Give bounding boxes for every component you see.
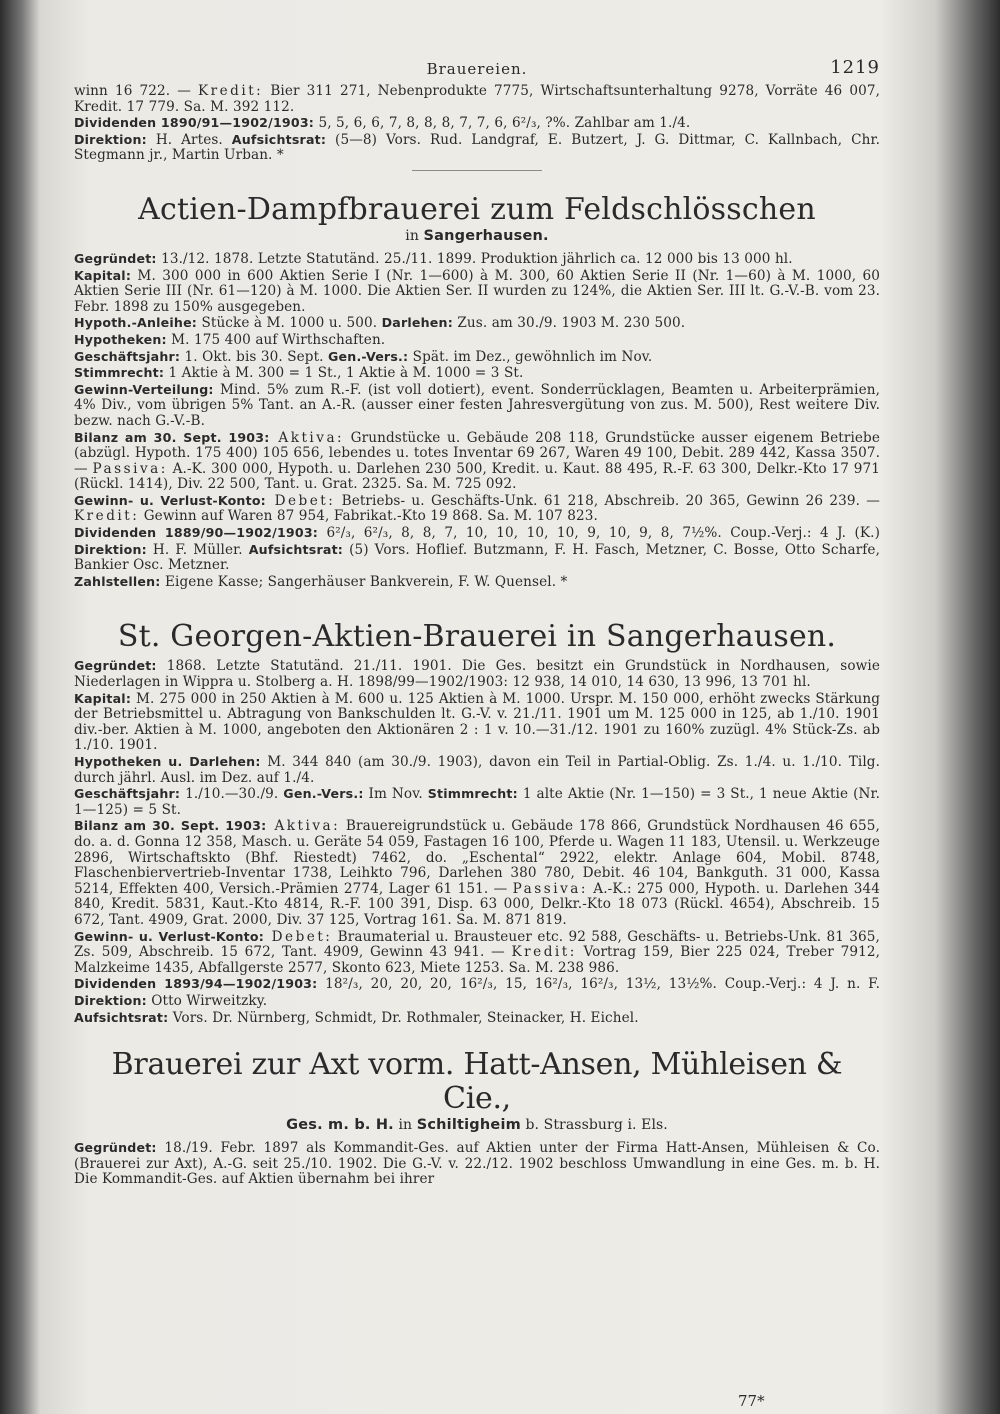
paragraph: Direktion: H. Artes. Aufsichtsrat: (5—8) Vors. Rud. Landgraf, E. Butzert, J. G. Dittmar, C. Kallnbach, Chr. Stegmann jr., Martin Urban. * [74,131,881,164]
signature-mark: 77* [738,1392,765,1410]
paragraph: Stimmrecht: 1 Aktie à M. 300 = 1 St., 1 Aktie à M. 1000 = 3 St. [74,365,524,382]
paragraph: Hypoth.-Anleihe: Stücke à M. 1000 u. 500. Darlehen: Zus. am 30./9. 1903 M. 230 500. [74,315,686,332]
paragraph: Gewinn- u. Verlust-Konto: Debet: Braumaterial u. Brausteuer etc. 92 588, Geschäfts- u. Betriebs-Unk. 81 365, Zs. 509, Abschreib. 15 672, Tant. 4909, Gewinn 43 941. — Kredit: Vortrag 159, Bier 225 024, Treber 7912, Malzkeime 1435, Abfallgerste 2577, Skonto 623, Miete 1253. Sa. M. 238 986. [74,928,880,976]
separator-rule [412,170,542,171]
paragraph: winn 16 722. — Kredit: Bier 311 271, Nebenprodukte 7775, Wirtschaftsunterhaltung 9278, Vorräte 46 007, Kredit. 17 779. Sa. M. 392 112. [74,83,881,115]
paragraph: Hypotheken: M. 175 400 auf Wirthschaften. [74,331,386,348]
paragraph: Gegründet: 18./19. Febr. 1897 als Kommandit-Ges. auf Aktien unter der Firma Hatt-Ansen, Mühleisen & Co. (Brauerei zur Axt), A.-G. seit 25./10. 1902. Die G.-V. v. 22./12. 1902 beschloss Umwandlung in eine Ges. m. b. H. Die Kommandit-Ges. auf Aktien übernahm bei ihrer [74,1140,880,1188]
entry-title: Actien-Dampfbrauerei zum Feldschlösschen [138,191,816,227]
entry-location: in Sangerhausen. [405,227,549,244]
entry-title: St. Georgen-Aktien-Brauerei in Sangerhausen. [117,619,837,655]
paragraph: Aufsichtsrat: Vors. Dr. Nürnberg, Schmidt, Dr. Rothmaler, Steinacker, H. Eichel. [74,1009,639,1026]
entry-st-georgen [74,620,880,1026]
running-header [74,56,880,84]
paragraph: Hypotheken u. Darlehen: M. 344 840 (am 30./9. 1903), davon ein Teil in Partial-Oblig. Zs. 1./4. u. 1./10. Tilg. durch jährl. Ausl. im Dez. auf 1./4. [74,754,880,786]
document-page [74,56,880,1188]
paragraph: Kapital: M. 300 000 in 600 Aktien Serie I (Nr. 1—600) à M. 300, 60 Aktien Serie II (Nr. 1—60) à M. 1000, 60 Aktien Serie III (Nr. 61—120) à M. 1000. Die Aktien Ser. II wurden zu 124%, die Aktien Ser. III lt. G.-V.-B. vom 23. Febr. 1898 zu 150% ausgegeben. [74,267,880,315]
paragraph: Gegründet: 1868. Letzte Statutänd. 21./11. 1901. Die Ges. besitzt ein Grundstück in Nordhausen, sowie Niederlagen in Wippra u. Stolberg a. H. 1898/99—1902/1903: 12 938, 14 010, 14 630, 13 996, 13 701 hl. [74,658,880,691]
entry-title: Brauerei zur Axt vorm. Hatt-Ansen, Mühleisen & Cie., [111,1047,843,1117]
paragraph: Dividenden 1889/90—1902/1903: 6²/₃, 6²/₃, 8, 8, 7, 10, 10, 10, 10, 9, 10, 9, 8, 7½%. Coup.-Verj.: 4 J. (K.) Direktion: H. F. Müller. Aufsichtsrat: (5) Vors. Hoflief. Butzmann, F. H. Fasch, Metzner, C. Bosse, Otto Scharfe, Bankier Osc. Metzner. [74,525,880,574]
paragraph: Gegründet: 13./12. 1878. Letzte Statutänd. 25./11. 1899. Produktion jährlich ca. 12 000 bis 13 000 hl. [74,250,793,267]
entry-brauerei-zur-axt [74,1048,880,1188]
paragraph: Bilanz am 30. Sept. 1903: Aktiva: Brauereigrundstück u. Gebäude 178 866, Grundstück Nordhausen 46 655, do. a. d. Gonna 12 358, Masch. u. Geräte 54 059, Fastagen 16 100, Pferde u. Wagen 11 183, Utensil. u. Werkzeuge 2896, Wirtschaftskto (Bhf. Riestedt) 7462, do. „Eschental“ 2922, elektr. Anlage 604, Mobil. 8748, Flaschenbiervertrieb-Inventar 1738, Leihkto 796, Darlehen 380 780, Debit. 46 104, Bankguth. 31 000, Kassa 5214, Effekten 400, Versich.-Prämien 2774, Lager 61 151. — Passiva: A.-K.: 275 000, Hypoth. u. Darlehen 344 840, Kredit. 5831, Kaut.-Kto 4814, R.-F. 100 391, Disp. 63 000, Delkr.-Kto 18 073 (Rückl. 4654), Abschreib. 15 672, Tant. 4909, Grat. 2000, Div. 37 125, Vortrag 161. Sa. M. 871 819. [74,818,880,928]
paragraph: Zahlstellen: Eigene Kasse; Sangerhäuser Bankverein, F. W. Quensel. * [74,573,568,590]
paragraph: Dividenden 1893/94—1902/1903: 18²/₃, 20, 20, 20, 16²/₃, 15, 16²/₃, 16²/₃, 13½, 13½%. Coup.-Verj.: 4 J. n. F. Direktion: Otto Wirweitzky. [74,976,880,1009]
paragraph: Bilanz am 30. Sept. 1903: Aktiva: Grundstücke u. Gebäude 208 118, Grundstücke ausser eigenem Betriebe (abzügl. Hypoth. 175 400) 105 656, lebendes u. totes Inventar 69 267, Waren 49 100, Debit. 289 442, Kassa 3507. — Passiva: A.-K. 300 000, Hypoth. u. Darlehen 230 500, Kredit. u. Kaut. 88 495, R.-F. 63 300, Delkr.-Kto 17 971 (Rückl. 1414), Div. 22 500, Tant. u. Grat. 2325. Sa. M. 725 092. [74,429,880,493]
paragraph: Gewinn-Verteilung: Mind. 5% zum R.-F. (ist voll dotiert), event. Sonderrücklagen, Beamten u. Arbeiterprämien, 4% Div., vom übrigen 5% Tant. an A.-R. (ausser einer festen Jahresvergütung von zus. M. 500), Rest weitere Div. bezw. nach G.-V.-B. [74,381,880,429]
paragraph: Geschäftsjahr: 1. Okt. bis 30. Sept. Gen.-Vers.: Spät. im Dez., gewöhnlich im Nov. [74,348,653,365]
paragraph: Kapital: M. 275 000 in 250 Aktien à M. 600 u. 125 Aktien à M. 1000. Urspr. M. 150 000, erhöht zwecks Stärkung der Betriebsmittel u. Abtragung von Bankschulden lt. G.-V. v. 21./11. 1901 um M. 125 000 in 125, ab 1./10. 1901 div.-ber. Aktien à M. 1000, angeboten den Aktionären 2 : 1 v. 10.—31./12. 1901 zu 160% zuzügl. 4% Stück-Zs. ab 1./10. 1901. [74,690,880,754]
entry-feldschloesschen [74,193,880,590]
entry-location: Ges. m. b. H. in Schiltigheim b. Strassburg i. Els. [286,1117,668,1134]
paragraph: Gewinn- u. Verlust-Konto: Debet: Betriebs- u. Geschäfts-Unk. 61 218, Abschreib. 20 365, Gewinn 26 239. — Kredit: Gewinn auf Waren 87 954, Fabrikat.-Kto 19 868. Sa. M. 107 823. [74,492,880,525]
paragraph: Geschäftsjahr: 1./10.—30./9. Gen.-Vers.: Im Nov. Stimmrecht: 1 alte Aktie (Nr. 1—150) = 3 St., 1 neue Aktie (Nr. 1—125) = 5 St. [74,786,881,818]
running-title: Brauereien. [426,60,528,78]
entry-continuation [74,84,880,171]
page-number: 1219 [830,57,880,78]
paragraph: Dividenden 1890/91—1902/1903: 5, 5, 6, 6, 7, 8, 8, 8, 7, 7, 6, 6²/₃, ?%. Zahlbar am 1./4. [74,115,691,132]
